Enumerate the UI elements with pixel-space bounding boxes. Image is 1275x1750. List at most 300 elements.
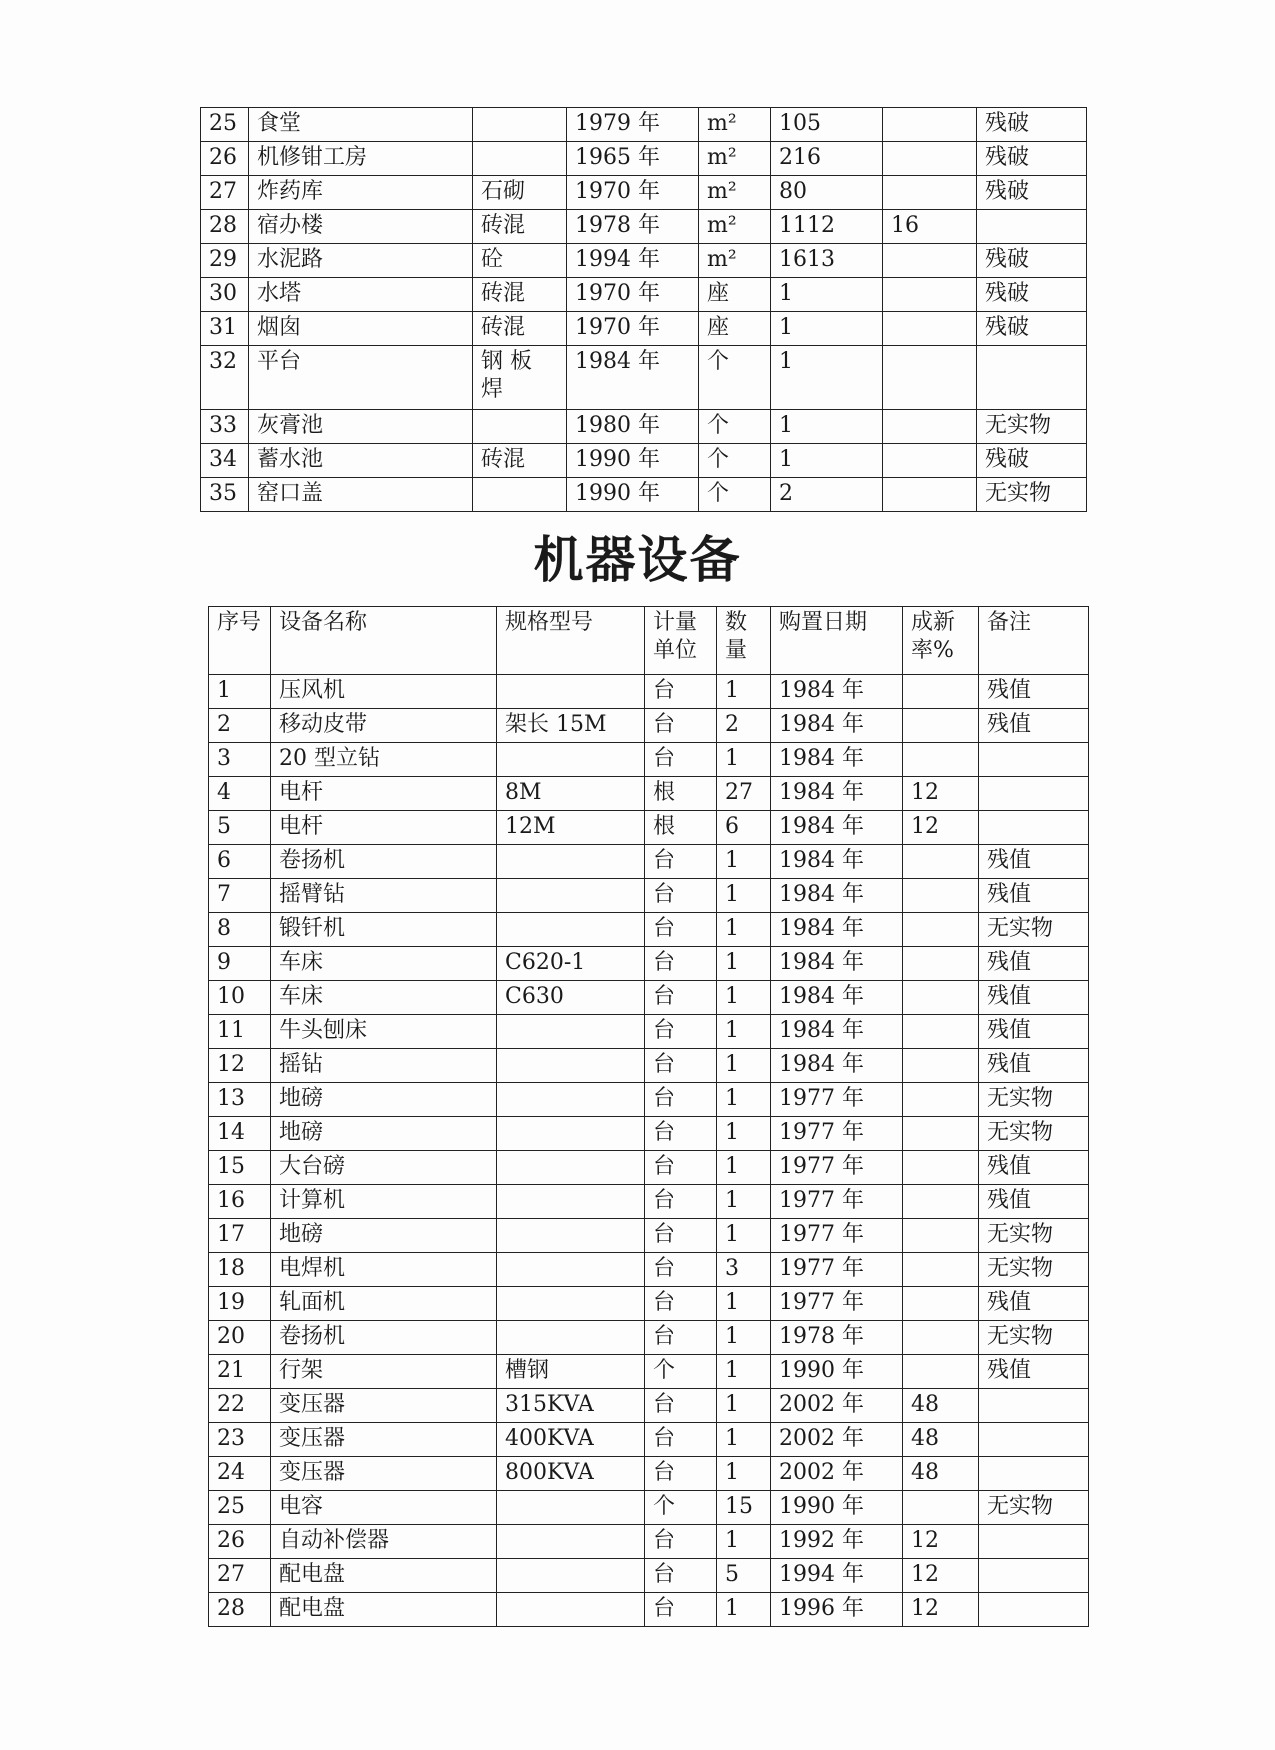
table-cell: 卷扬机 xyxy=(271,1321,497,1355)
table-cell: 5 xyxy=(209,811,271,845)
table-cell: 2 xyxy=(771,478,883,512)
table-cell: 根 xyxy=(645,811,717,845)
table-cell: 平台 xyxy=(249,346,473,410)
table-cell: 12 xyxy=(903,1525,979,1559)
table-cell: 无实物 xyxy=(979,1491,1089,1525)
table-cell: 残破 xyxy=(977,142,1087,176)
table-cell: 残破 xyxy=(977,244,1087,278)
table-cell xyxy=(497,1151,645,1185)
table-cell: 炸药库 xyxy=(249,176,473,210)
table-cell: 钢 板 焊 xyxy=(473,346,567,410)
table-cell xyxy=(903,1117,979,1151)
header-row xyxy=(209,607,1089,675)
table-cell: 11 xyxy=(209,1015,271,1049)
table-cell: 残值 xyxy=(979,1287,1089,1321)
table-cell: 槽钢 xyxy=(497,1355,645,1389)
table-cell: 2002 年 xyxy=(771,1423,903,1457)
table-cell xyxy=(903,1015,979,1049)
table-cell: 台 xyxy=(645,1389,717,1423)
table-cell: 1 xyxy=(717,1287,771,1321)
table-cell xyxy=(473,142,567,176)
table-row xyxy=(209,1525,1089,1559)
table-cell: 台 xyxy=(645,845,717,879)
table-cell: 1979 年 xyxy=(567,108,699,142)
table-cell xyxy=(903,1151,979,1185)
table-cell: 14 xyxy=(209,1117,271,1151)
table-cell: 台 xyxy=(645,743,717,777)
table-cell: m² xyxy=(699,108,771,142)
table-cell xyxy=(903,743,979,777)
table-cell: 计算机 xyxy=(271,1185,497,1219)
table-row xyxy=(209,1151,1089,1185)
table-cell: 1 xyxy=(717,1423,771,1457)
table-cell xyxy=(903,1185,979,1219)
table-cell: 石砌 xyxy=(473,176,567,210)
table-cell xyxy=(497,1185,645,1219)
table-cell xyxy=(903,1321,979,1355)
table-cell xyxy=(979,1525,1089,1559)
table-cell: 1990 年 xyxy=(771,1491,903,1525)
table-cell: 1977 年 xyxy=(771,1151,903,1185)
table-cell xyxy=(883,244,977,278)
table-row xyxy=(201,478,1087,512)
table-cell: 1990 年 xyxy=(567,444,699,478)
table-cell: 残值 xyxy=(979,845,1089,879)
table-cell: 1 xyxy=(717,1355,771,1389)
table-cell: 无实物 xyxy=(979,1219,1089,1253)
table-cell xyxy=(979,777,1089,811)
table-cell: 6 xyxy=(717,811,771,845)
table-cell xyxy=(883,478,977,512)
table-cell: 32 xyxy=(201,346,249,410)
table-cell xyxy=(497,675,645,709)
table-cell: 1978 年 xyxy=(567,210,699,244)
table-cell: 卷扬机 xyxy=(271,845,497,879)
table-row xyxy=(209,1389,1089,1423)
table-cell: 台 xyxy=(645,1593,717,1627)
table-cell: 地磅 xyxy=(271,1117,497,1151)
table-cell: 33 xyxy=(201,410,249,444)
table-cell: 1 xyxy=(717,1015,771,1049)
table-cell xyxy=(979,743,1089,777)
table-cell: 根 xyxy=(645,777,717,811)
table-cell: 残值 xyxy=(979,1355,1089,1389)
table-cell: 1 xyxy=(717,1117,771,1151)
table-cell: 灰膏池 xyxy=(249,410,473,444)
table-cell: 残破 xyxy=(977,444,1087,478)
table-cell xyxy=(903,1049,979,1083)
table-cell xyxy=(979,1423,1089,1457)
table-cell: 1 xyxy=(717,675,771,709)
table-cell: 1970 年 xyxy=(567,278,699,312)
table-cell: 1 xyxy=(717,913,771,947)
table-cell: 1977 年 xyxy=(771,1117,903,1151)
section-title: 机器设备 xyxy=(533,530,742,589)
table-cell: 1 xyxy=(717,845,771,879)
table-cell: 残值 xyxy=(979,709,1089,743)
table-row xyxy=(209,811,1089,845)
table-cell: 台 xyxy=(645,1321,717,1355)
table-cell: m² xyxy=(699,210,771,244)
table-cell: 压风机 xyxy=(271,675,497,709)
table-cell: 80 xyxy=(771,176,883,210)
table-cell: 砖混 xyxy=(473,278,567,312)
table-cell xyxy=(473,478,567,512)
table-cell: 19 xyxy=(209,1287,271,1321)
buildings-table xyxy=(200,107,1087,512)
table-cell xyxy=(903,675,979,709)
table-cell: 食堂 xyxy=(249,108,473,142)
table-cell: 1984 年 xyxy=(771,709,903,743)
table-cell: 29 xyxy=(201,244,249,278)
table-cell: 1994 年 xyxy=(771,1559,903,1593)
table-cell: 1984 年 xyxy=(771,981,903,1015)
table-cell: 25 xyxy=(201,108,249,142)
table-cell xyxy=(883,176,977,210)
table-cell: 1996 年 xyxy=(771,1593,903,1627)
table-cell: 个 xyxy=(699,346,771,410)
table-cell xyxy=(903,1083,979,1117)
table-cell: 1 xyxy=(717,1321,771,1355)
table-cell: m² xyxy=(699,244,771,278)
table-cell: 1613 xyxy=(771,244,883,278)
table-cell xyxy=(903,879,979,913)
table-cell: 电容 xyxy=(271,1491,497,1525)
table-cell: 400KVA xyxy=(497,1423,645,1457)
table-cell: 1984 年 xyxy=(771,1015,903,1049)
table-cell xyxy=(497,1083,645,1117)
table-cell xyxy=(883,410,977,444)
table-cell: 车床 xyxy=(271,981,497,1015)
table-cell xyxy=(979,1559,1089,1593)
table-row xyxy=(209,1491,1089,1525)
table-cell xyxy=(497,1593,645,1627)
table-cell: 残破 xyxy=(977,108,1087,142)
table-cell xyxy=(903,947,979,981)
table-cell: 台 xyxy=(645,1117,717,1151)
table-cell: 1984 年 xyxy=(771,913,903,947)
table-cell: 宿办楼 xyxy=(249,210,473,244)
table-cell: 1 xyxy=(717,1049,771,1083)
table-cell: 个 xyxy=(699,444,771,478)
table-row xyxy=(209,1185,1089,1219)
table-cell: 台 xyxy=(645,1559,717,1593)
table-row xyxy=(209,1593,1089,1627)
table-cell: 1 xyxy=(717,1457,771,1491)
table-cell: 自动补偿器 xyxy=(271,1525,497,1559)
table-cell: 8 xyxy=(209,913,271,947)
table-cell: 2 xyxy=(717,709,771,743)
table-cell xyxy=(979,1389,1089,1423)
table-cell: 105 xyxy=(771,108,883,142)
table-cell: 水塔 xyxy=(249,278,473,312)
table-cell: 砖混 xyxy=(473,210,567,244)
table-cell: 1 xyxy=(717,1185,771,1219)
table-cell: 26 xyxy=(201,142,249,176)
table-cell: 1 xyxy=(717,743,771,777)
table-cell: 无实物 xyxy=(979,1321,1089,1355)
table-cell: 31 xyxy=(201,312,249,346)
table-cell: 1 xyxy=(771,346,883,410)
table-cell: 1 xyxy=(771,312,883,346)
table-cell: 1 xyxy=(717,879,771,913)
table-cell: 残破 xyxy=(977,278,1087,312)
table-cell: 无实物 xyxy=(979,1117,1089,1151)
table-cell: 15 xyxy=(209,1151,271,1185)
table-cell: 蓄水池 xyxy=(249,444,473,478)
table-cell xyxy=(903,1219,979,1253)
table-cell: 1977 年 xyxy=(771,1253,903,1287)
table-row xyxy=(209,913,1089,947)
table-cell: 28 xyxy=(201,210,249,244)
table-cell: 13 xyxy=(209,1083,271,1117)
table-cell: 水泥路 xyxy=(249,244,473,278)
table-cell: 17 xyxy=(209,1219,271,1253)
table-cell: 砼 xyxy=(473,244,567,278)
table-cell: 20 xyxy=(209,1321,271,1355)
table-cell: 27 xyxy=(209,1559,271,1593)
column-header: 规格型号 xyxy=(497,607,645,675)
table-cell xyxy=(903,1491,979,1525)
table-cell: 34 xyxy=(201,444,249,478)
table-cell: 残值 xyxy=(979,1151,1089,1185)
table-cell: m² xyxy=(699,142,771,176)
table-cell: 无实物 xyxy=(977,478,1087,512)
table-cell: 4 xyxy=(209,777,271,811)
table-cell: 地磅 xyxy=(271,1083,497,1117)
table-cell xyxy=(883,142,977,176)
table-row xyxy=(201,346,1087,410)
table-cell: 地磅 xyxy=(271,1219,497,1253)
table-row xyxy=(209,709,1089,743)
table-cell: 变压器 xyxy=(271,1423,497,1457)
table-row xyxy=(209,947,1089,981)
table-cell: 台 xyxy=(645,947,717,981)
table-cell xyxy=(903,1355,979,1389)
table-cell xyxy=(497,1491,645,1525)
column-header: 序号 xyxy=(209,607,271,675)
table-cell: 残值 xyxy=(979,947,1089,981)
table-cell: 台 xyxy=(645,879,717,913)
table-cell: 1977 年 xyxy=(771,1219,903,1253)
table-cell: 1990 年 xyxy=(771,1355,903,1389)
table-cell: 1970 年 xyxy=(567,312,699,346)
column-header: 设备名称 xyxy=(271,607,497,675)
table-cell: 1970 年 xyxy=(567,176,699,210)
table-cell: 台 xyxy=(645,1015,717,1049)
table-cell: 台 xyxy=(645,1185,717,1219)
table-cell: 残破 xyxy=(977,312,1087,346)
table-cell: 1984 年 xyxy=(771,1049,903,1083)
table-row xyxy=(209,1457,1089,1491)
table-cell: 1 xyxy=(717,947,771,981)
table-cell xyxy=(903,1287,979,1321)
table-cell xyxy=(497,1559,645,1593)
table-cell: 1 xyxy=(771,444,883,478)
table-row xyxy=(201,312,1087,346)
table-row xyxy=(209,675,1089,709)
table-cell xyxy=(497,1049,645,1083)
table-cell: 800KVA xyxy=(497,1457,645,1491)
table-cell: 7 xyxy=(209,879,271,913)
table-cell: 1 xyxy=(209,675,271,709)
table-cell: 16 xyxy=(883,210,977,244)
table-cell: 18 xyxy=(209,1253,271,1287)
table-cell xyxy=(903,913,979,947)
table-cell: 1984 年 xyxy=(771,879,903,913)
table-cell: 1992 年 xyxy=(771,1525,903,1559)
table-cell: 烟囱 xyxy=(249,312,473,346)
table-cell: 1984 年 xyxy=(771,947,903,981)
table-cell: 配电盘 xyxy=(271,1593,497,1627)
table-cell: 12 xyxy=(903,1593,979,1627)
table-cell: 1984 年 xyxy=(771,675,903,709)
table-cell: 1984 年 xyxy=(771,811,903,845)
table-cell xyxy=(903,709,979,743)
column-header: 成新率% xyxy=(903,607,979,675)
table-cell: 车床 xyxy=(271,947,497,981)
column-header: 计量单位 xyxy=(645,607,717,675)
table-cell: 1 xyxy=(717,1083,771,1117)
table-cell: C620-1 xyxy=(497,947,645,981)
table-cell xyxy=(497,1321,645,1355)
table-cell: 移动皮带 xyxy=(271,709,497,743)
table-cell: 1 xyxy=(717,1389,771,1423)
table-cell: 2002 年 xyxy=(771,1389,903,1423)
table-cell: 台 xyxy=(645,1253,717,1287)
table-cell: 轧面机 xyxy=(271,1287,497,1321)
table-cell: 电杆 xyxy=(271,777,497,811)
table-cell: 1984 年 xyxy=(771,777,903,811)
table-cell: 1 xyxy=(771,410,883,444)
table-cell: 座 xyxy=(699,278,771,312)
table-cell: 1978 年 xyxy=(771,1321,903,1355)
table-row xyxy=(209,1423,1089,1457)
table-cell: 台 xyxy=(645,1151,717,1185)
table-row xyxy=(209,1321,1089,1355)
table-cell: 12 xyxy=(903,811,979,845)
table-row xyxy=(209,845,1089,879)
table-cell: 变压器 xyxy=(271,1457,497,1491)
table-cell: 个 xyxy=(699,410,771,444)
table-cell: 无实物 xyxy=(979,1253,1089,1287)
table-cell: 1984 年 xyxy=(567,346,699,410)
table-cell: 48 xyxy=(903,1423,979,1457)
table-cell: 台 xyxy=(645,1219,717,1253)
table-cell: 台 xyxy=(645,1287,717,1321)
table-cell xyxy=(977,210,1087,244)
table-cell: 48 xyxy=(903,1389,979,1423)
table-cell: 电焊机 xyxy=(271,1253,497,1287)
table-cell xyxy=(883,346,977,410)
table-cell: 台 xyxy=(645,1457,717,1491)
table-cell: 1112 xyxy=(771,210,883,244)
table-cell: 台 xyxy=(645,1423,717,1457)
table-cell xyxy=(497,1253,645,1287)
table-cell: 5 xyxy=(717,1559,771,1593)
table-row xyxy=(201,176,1087,210)
equipment-table xyxy=(208,606,1089,1627)
table-cell: 15 xyxy=(717,1491,771,1525)
table-cell: 个 xyxy=(645,1491,717,1525)
table-cell xyxy=(979,1593,1089,1627)
table-cell: 配电盘 xyxy=(271,1559,497,1593)
table-cell: 残值 xyxy=(979,1015,1089,1049)
table-cell: 28 xyxy=(209,1593,271,1627)
table-cell: 9 xyxy=(209,947,271,981)
table-cell xyxy=(497,879,645,913)
table-cell: 8M xyxy=(497,777,645,811)
table-cell: 残值 xyxy=(979,1185,1089,1219)
table-cell: m² xyxy=(699,176,771,210)
table-cell: 大台磅 xyxy=(271,1151,497,1185)
table-row xyxy=(201,244,1087,278)
table-cell xyxy=(497,1015,645,1049)
table-row xyxy=(209,1287,1089,1321)
table-cell xyxy=(977,346,1087,410)
table-cell: 1 xyxy=(717,1151,771,1185)
table-row xyxy=(209,777,1089,811)
table-cell: 3 xyxy=(717,1253,771,1287)
table-cell: 48 xyxy=(903,1457,979,1491)
table-cell: 无实物 xyxy=(977,410,1087,444)
table-cell xyxy=(883,444,977,478)
table-cell xyxy=(903,981,979,1015)
table-row xyxy=(201,444,1087,478)
table-row xyxy=(201,278,1087,312)
table-cell xyxy=(473,108,567,142)
table-cell: 12 xyxy=(903,777,979,811)
table-cell xyxy=(497,1525,645,1559)
table-row xyxy=(209,1355,1089,1389)
table-cell: 台 xyxy=(645,1525,717,1559)
table-cell xyxy=(883,312,977,346)
table-row xyxy=(209,879,1089,913)
table-cell: 摇钻 xyxy=(271,1049,497,1083)
table-cell: 台 xyxy=(645,913,717,947)
table-cell: 锻钎机 xyxy=(271,913,497,947)
table-cell: 1 xyxy=(717,1219,771,1253)
table-cell xyxy=(979,811,1089,845)
table-row xyxy=(201,410,1087,444)
table-cell: 2 xyxy=(209,709,271,743)
table-cell: 27 xyxy=(201,176,249,210)
table-cell xyxy=(497,1117,645,1151)
table-cell: 35 xyxy=(201,478,249,512)
table-row xyxy=(209,1083,1089,1117)
table-cell: 砖混 xyxy=(473,312,567,346)
table-cell: 1 xyxy=(717,1525,771,1559)
table-cell: 1 xyxy=(771,278,883,312)
table-cell: 25 xyxy=(209,1491,271,1525)
table-cell: 1965 年 xyxy=(567,142,699,176)
table-cell: 1984 年 xyxy=(771,743,903,777)
table-cell: 22 xyxy=(209,1389,271,1423)
table-cell: 个 xyxy=(645,1355,717,1389)
table-cell: 16 xyxy=(209,1185,271,1219)
table-cell xyxy=(497,913,645,947)
table-cell: 个 xyxy=(699,478,771,512)
table-cell: 27 xyxy=(717,777,771,811)
table-cell: 台 xyxy=(645,709,717,743)
table-cell: 行架 xyxy=(271,1355,497,1389)
table-cell xyxy=(883,278,977,312)
table-cell: 2002 年 xyxy=(771,1457,903,1491)
table-row xyxy=(209,743,1089,777)
table-cell: 1990 年 xyxy=(567,478,699,512)
table-row xyxy=(209,1559,1089,1593)
table-cell: 12 xyxy=(209,1049,271,1083)
